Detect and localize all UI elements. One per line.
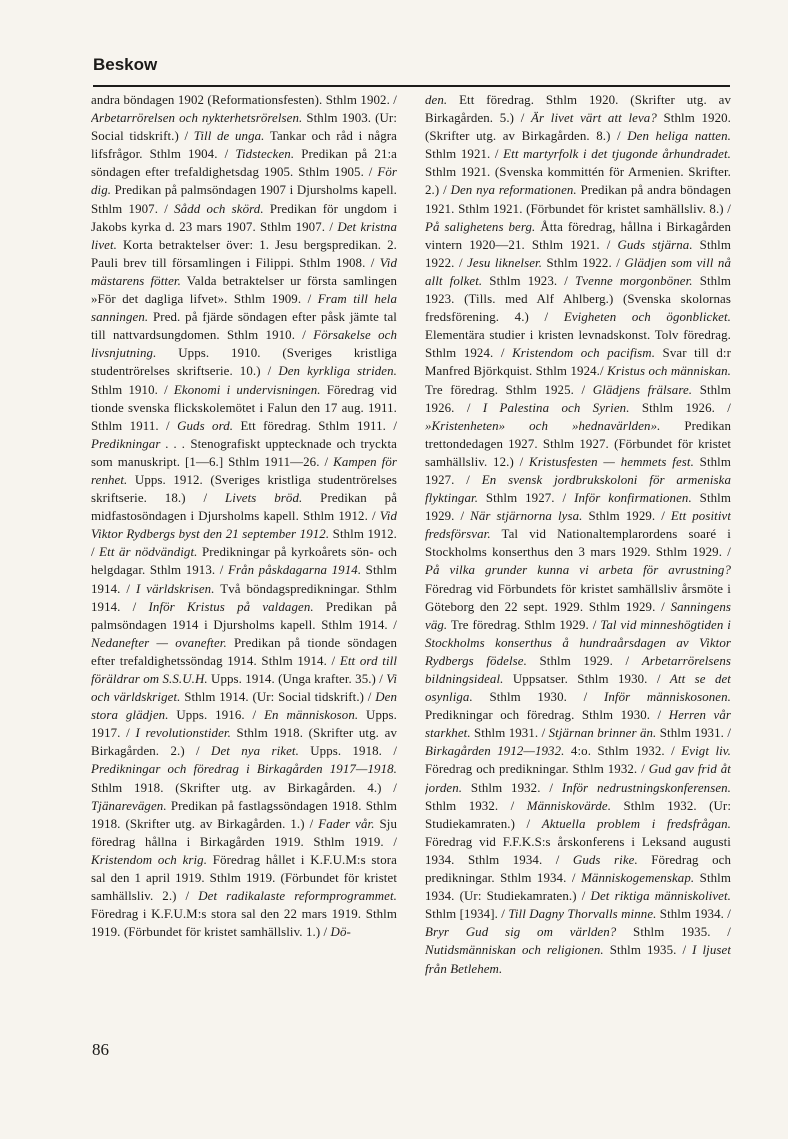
text-run: Predikan trettondedagen 1927. Sthlm 1927. (Förbundet för kristet samhällsliv. 12.) / — [425, 418, 731, 469]
title-run: Livets bröd. — [225, 491, 303, 506]
text-run: Tal vid Nationaltemplarordens soaré i Stockholms konserthus den 3 mars 1929. Sthlm 1929. / — [425, 527, 731, 560]
title-run: Bryr Gud sig om världen? — [425, 925, 617, 940]
title-run: Sådd och skörd. — [174, 201, 264, 216]
text-run: Sthlm 1910. / — [91, 382, 174, 397]
text-columns — [91, 91, 731, 1021]
text-run: Upps. 1912. (Sveriges kristliga studentrörelses skriftserie. 18.) / — [91, 472, 397, 506]
title-run: Evigt liv. — [681, 744, 731, 759]
right-column-text — [425, 91, 731, 978]
text-run: Sthlm 1926. / — [629, 400, 731, 415]
text-run: Två böndagspredikningar. Sthlm 1914. / — [91, 581, 397, 614]
title-run: Människogemenskap. — [581, 871, 695, 886]
text-run: Sthlm 1929. / — [582, 509, 671, 524]
text-run: Tre föredrag. Sthlm 1925. / — [425, 382, 593, 397]
text-run: Upps. 1917. / — [91, 708, 397, 741]
text-run: Sthlm 1931. / — [656, 726, 731, 741]
title-run: Det kristna livet. — [91, 219, 397, 252]
title-run: Birkagården 1912—1932. — [425, 744, 565, 759]
title-run: Det nya riket. — [211, 744, 299, 759]
title-run: Människovärde. — [526, 798, 612, 813]
text-run: Tankar och råd i några lifsfrågor. Sthlm 1904. / — [91, 129, 397, 162]
text-run: Föredrag och predikningar. Sthlm 1932. / — [425, 762, 649, 777]
title-run: Gud gav frid åt jorden. — [425, 762, 731, 795]
text-run: Sthlm 1912. / — [91, 527, 397, 560]
text-run: Predikan på tionde söndagen efter trefaldighetssöndag 1914. Sthlm 1914. / — [91, 635, 397, 668]
title-run: Den heliga natten. — [627, 129, 731, 144]
title-run: Arbetarrörelsen och nykterhetsrörelsen. — [91, 111, 303, 126]
page-header — [93, 55, 730, 87]
title-run: När stjärnorna lysa. — [470, 509, 583, 524]
text-run: Föredrag hållet i K.F.U.M:s stora sal den 1 april 1919. Sthlm 1919. (Förbundet för kristet samhällsliv. 2.) / — [91, 852, 397, 904]
text-run: Elementära studier i kristen levnadskonst. Tolv föredrag. Sthlm 1924. / — [425, 328, 731, 361]
text-run: Sthlm 1922. / — [542, 255, 625, 270]
running-head: Beskow — [93, 55, 158, 74]
text-run: Sthlm 1934. / — [656, 907, 731, 922]
title-run: »Kristenheten» och »hednavärlden». — [425, 418, 661, 433]
title-run: Dö- — [330, 925, 351, 940]
title-run: Guds rike. — [572, 852, 638, 867]
text-run: Korta betraktelser över: 1. Jesu bergspredikan. 2. Pauli brev till församlingen i Filippi. Sthlm 1908. / — [91, 237, 397, 270]
title-run: För dig. — [91, 165, 397, 198]
text-run: 4:o. Sthlm 1932. / — [564, 744, 682, 759]
title-run: Kristendom och krig. — [91, 852, 208, 867]
title-run: Predikningar och föredrag i Birkagården 1917—1918. — [91, 762, 397, 777]
text-run: Sthlm 1921. (Svenska kommittén för Armenien. Skrifter. 2.) / — [425, 165, 731, 198]
title-run: I ljuset från Betlehem. — [425, 943, 731, 976]
text-run: Predikningar på kyrkoårets sön- och helgdagar. Sthlm 1913. / — [91, 545, 397, 578]
title-run: Inför Kristus på valdagen. — [148, 599, 314, 614]
title-run: Den nya reformationen. — [450, 183, 577, 198]
text-run: Föredrag i K.F.U.M:s stora sal den 22 mars 1919. Sthlm 1919. (Förbundet för kristet samhällsliv. 1.) / — [91, 907, 397, 940]
text-run: Svar till d:r Manfred Björkquist. Sthlm 1924./ — [425, 346, 731, 379]
text-run: Predikan på palmsöndagen 1914 i Djursholms kapell. Sthlm 1914. / — [91, 599, 397, 632]
title-run: Ett positivt fredsförsvar. — [425, 509, 731, 542]
title-run: Att se det osynliga. — [425, 672, 731, 705]
title-run: Kristus och människan. — [607, 364, 731, 379]
title-run: Ekonomi i undervisningen. — [173, 382, 321, 397]
title-run: Vid mästarens fötter. — [91, 255, 397, 288]
title-run: Inför konfirmationen. — [574, 491, 692, 506]
title-run: Stjärnan brinner än. — [548, 726, 657, 741]
text-run: Sthlm 1923. / — [482, 273, 576, 288]
text-run: Sthlm 1903. (Ur: Social tidskrift.) / — [91, 111, 397, 144]
text-run: andra böndagen 1902 (Reformationsfesten). Sthlm 1902. / — [91, 93, 397, 107]
title-run: Sanningens väg. — [425, 599, 731, 632]
text-run: Sthlm 1914. / — [91, 563, 397, 596]
text-run: Tre föredrag. Sthlm 1929. / — [447, 617, 601, 632]
text-run: Stenografiskt upptecknade och tryckta som manuskript. [1—6.] Sthlm 1911—26. / — [91, 436, 397, 469]
right-column — [425, 91, 731, 1021]
title-run: Till Dagny Thorvalls minne. — [508, 907, 657, 922]
text-run: Sthlm 1920. (Skrifter utg. av Birkagården. 8.) / — [425, 111, 731, 144]
title-run: Den stora glädjen. — [91, 690, 397, 723]
text-run: Åtta föredrag, hållna i Birkagården vintern 1920—21. Sthlm 1921. / — [425, 219, 731, 252]
title-run: En människoson. — [264, 708, 359, 723]
text-run: Sthlm 1932. (Ur: Studiekamraten.) / — [425, 798, 731, 831]
text-run: Predikan på 21:a söndagen efter trefaldighetsdag 1905. Sthlm 1905. / — [91, 147, 397, 180]
title-run: Inför människosonen. — [603, 690, 731, 705]
title-run: Försakelse och livsnjutning. — [91, 328, 397, 361]
title-run: Kristusfesten — hemmets fest. — [529, 454, 694, 469]
text-run: Sthlm 1927. / — [478, 491, 575, 506]
text-run: Sthlm 1929. / — [526, 653, 642, 668]
text-run: Predikan på midfastosöndagen i Djursholms kapell. Sthlm 1912. / — [91, 491, 397, 524]
text-run: Sthlm 1930. / — [472, 690, 604, 705]
text-run: Uppsatser. Sthlm 1930. / — [503, 672, 670, 686]
title-run: Tjänarevägen. — [91, 798, 167, 813]
text-run: Upps. 1914. (Unga krafter. 35.) / — [207, 672, 387, 686]
text-run: Predikningar och föredrag. Sthlm 1930. / — [425, 708, 669, 723]
title-run: Ett är nödvändigt. — [99, 545, 198, 560]
text-run: Sthlm 1931. / — [470, 726, 549, 741]
text-run: Ett föredrag. Sthlm 1920. (Skrifter utg. av Birkagården. 5.) / — [425, 93, 731, 126]
left-column — [91, 91, 397, 1021]
text-run: Föredrag vid Förbundets för kristet samhällsliv årsmöte i Göteborg den 22 sept. 1929. Sthlm 1929. / — [425, 581, 731, 614]
text-run: Predikan på palmsöndagen 1907 i Djursholms kapell. Sthlm 1907. / — [91, 183, 397, 216]
title-run: Kristendom och pacifism. — [512, 346, 656, 361]
title-run: Guds stjärna. — [617, 237, 693, 252]
text-run: Upps. 1918. / — [298, 744, 397, 759]
title-run: Glädjen som vill nå allt folket. — [425, 255, 731, 288]
title-run: Guds ord. — [177, 418, 234, 433]
title-run: den. — [425, 93, 448, 107]
title-run: Aktuella problem i fredsfrågan. — [541, 816, 731, 831]
page-number: 86 — [92, 1040, 109, 1059]
title-run: En svensk jordbrukskoloni för armeniska flyktingar. — [425, 472, 731, 506]
text-run: Sthlm 1927. / — [425, 454, 731, 487]
text-run: Predikan på andra böndagen 1921. Sthlm 1921. (Förbundet för kristet samhällsliv. 8.) / — [425, 183, 731, 216]
text-run: Predikan på fastlagssöndagen 1918. Sthlm 1918. (Skrifter utg. av Birkagården. 1.) / — [91, 798, 397, 831]
text-run: Sju föredrag hållna i Birkagården 1919. Sthlm 1919. / — [91, 816, 397, 849]
title-run: Ett ord till föräldrar om S.S.U.H. — [91, 653, 397, 686]
text-run: Föredrag och predikningar. Sthlm 1934. / — [425, 852, 731, 886]
title-run: Nutidsmänniskan och religionen. — [425, 943, 604, 958]
title-run: Den kyrkliga striden. — [278, 364, 397, 379]
text-run: Sthlm 1921. / — [425, 147, 504, 162]
title-run: Herren vår starkhet. — [425, 708, 731, 741]
text-run: Sthlm 1932. / — [425, 798, 527, 813]
text-run: Sthlm [1934]. / — [425, 907, 509, 922]
title-run: Är livet värt att leva? — [531, 111, 657, 126]
title-run: Från påskdagarna 1914. — [227, 563, 362, 578]
text-run: Upps. 1916. / — [168, 708, 265, 723]
title-run: Vid Viktor Rydbergs byst den 21 september 1912. — [91, 509, 397, 542]
title-run: Nedanefter — ovanefter. — [91, 635, 227, 650]
left-column-text — [91, 91, 397, 941]
text-run: Sthlm 1926. / — [425, 382, 731, 415]
title-run: Predikningar . . . — [91, 436, 186, 451]
title-run: På vilka grunder kunna vi arbeta för avrustning? — [425, 563, 731, 578]
title-run: På salighetens berg. — [425, 219, 536, 234]
title-run: Kampen för renhet. — [91, 454, 397, 487]
title-run: Tvenne morgonböner. — [575, 273, 693, 288]
text-run: Sthlm 1918. (Skrifter utg. av Birkagården. 2.) / — [91, 726, 397, 759]
title-run: Fader vår. — [318, 816, 375, 831]
text-run: Pred. på fjärde söndagen efter påsk jämte tal till nattvardsungdomen. Sthlm 1910. / — [91, 310, 397, 343]
text-run: Sthlm 1932. / — [462, 780, 562, 795]
title-run: Fram till hela sanningen. — [91, 292, 397, 325]
title-run: Inför nedrustningskonferensen. — [561, 780, 731, 795]
text-run: Sthlm 1922. / — [425, 237, 731, 270]
text-run: Sthlm 1923. (Tills. med Alf Ahlberg.) (Svenska skolornas fredsförening. 4.) / — [425, 273, 731, 325]
title-run: Till de unga. — [193, 129, 265, 144]
title-run: Evigheten och ögonblicket. — [563, 310, 731, 325]
text-run: Sthlm 1934. (Ur: Studiekamraten.) / — [425, 871, 731, 904]
text-run: Sthlm 1935. / — [603, 943, 693, 958]
title-run: I Palestina och Syrien. — [482, 400, 630, 415]
header-rule — [93, 85, 730, 87]
title-run: Arbetarrörelsens bildningsideal. — [425, 653, 731, 686]
title-run: I revolutionstider. — [135, 726, 231, 741]
title-run: Tidstecken. — [235, 147, 295, 162]
title-run: Det radikalaste reformprogrammet. — [198, 889, 397, 904]
title-run: I världskrisen. — [136, 581, 215, 596]
text-run: Sthlm 1935. / — [616, 925, 731, 940]
text-run: Upps. 1910. (Sveriges kristliga studentrörelses skriftserie. 10.) / — [91, 346, 397, 379]
text-run: Föredrag vid tionde svenska flickskolemötet i Falun den 17 aug. 1911. Sthlm 1911. / — [91, 382, 397, 433]
text-run: Föredrag vid F.F.K.S:s årskonferens i Leksand augusti 1934. Sthlm 1934. / — [425, 834, 731, 867]
text-run: Valda betraktelser ur första samlingen »För det dagliga lifvet». Sthlm 1909. / — [91, 273, 397, 307]
text-run: Sthlm 1914. (Ur: Social tidskrift.) / — [180, 690, 376, 705]
title-run: Tal vid minneshögtiden i Stockholms konserthus å hundraårsdagen av Viktor Rydbergs födelse. — [425, 617, 731, 668]
text-run: Sthlm 1929. / — [425, 491, 731, 524]
text-run: Ett föredrag. Sthlm 1911. / — [233, 418, 397, 433]
title-run: Jesu liknelser. — [467, 255, 543, 270]
text-run: Predikan för ungdom i Jakobs kyrka d. 23 mars 1907. Sthlm 1907. / — [91, 201, 397, 234]
title-run: Glädjens frälsare. — [592, 382, 693, 397]
title-run: Vi och världskriget. — [91, 672, 397, 705]
title-run: Det riktiga människolivet. — [590, 889, 731, 904]
title-run: Ett martyrfolk i det tjugonde århundradet. — [503, 147, 731, 162]
text-run: Sthlm 1918. (Skrifter utg. av Birkagården. 4.) / — [91, 780, 397, 795]
